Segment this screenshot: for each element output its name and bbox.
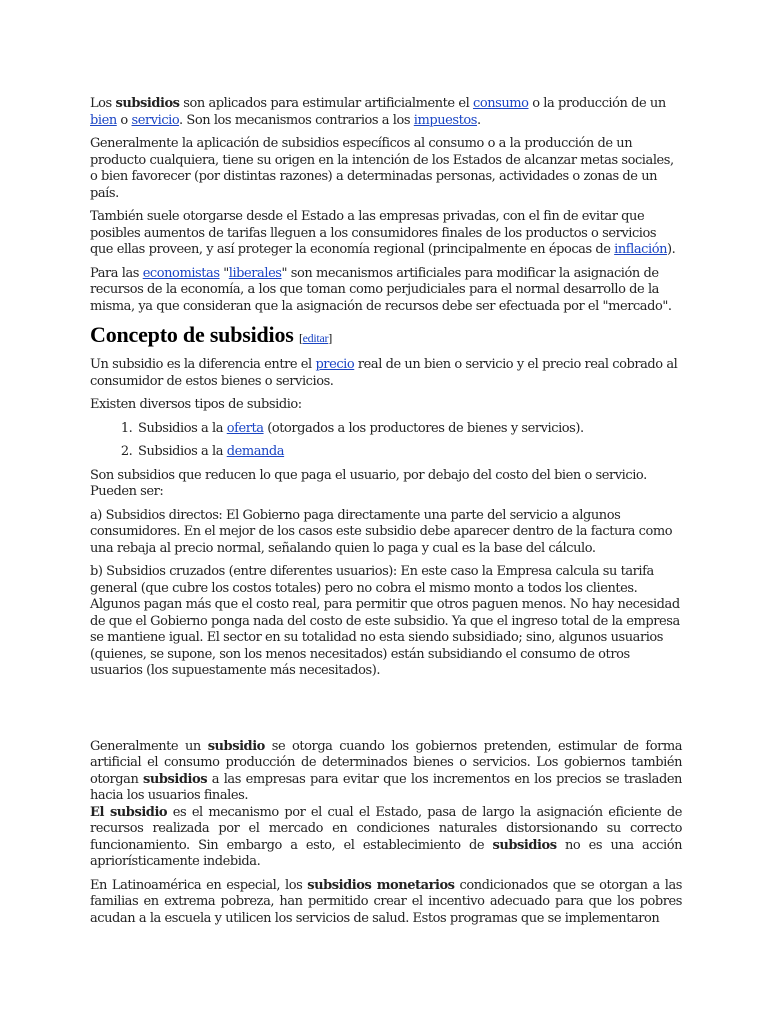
text-run: o la producción de un [528,96,666,111]
bracket-open: [ [298,331,303,345]
bold-term: subsidios [115,96,180,111]
intro-paragraph-3 [90,209,682,259]
text-run: no es una acción apriorísticamente indebida. [90,837,682,869]
list-item [136,421,682,438]
section-paragraph-2: Existen diversos tipos de subsidio: [90,397,302,412]
text-run: real de un bien o servicio y el precio real cobrado al consumidor de estos bienes o servicios. [90,357,678,389]
text-run: ). [667,242,676,257]
section-paragraph-5: b) Subsidios cruzados (entre diferentes usuarios): En este caso la Empresa calcula su tarifa general (que cubre los costos totales) pero no cobra el mismo monto a todos los clientes. Algunos pagan más que el costo real, para permitir que otros paguen menos. No hay necesidad de que el Gobierno ponga nada del costo de este subsidio. Ya que el ingreso total de la empresa se mantiene igual. El sector en su totalidad no esta siendo subsidiado; sino, algunos usuarios (quienes, se supone, son los menos necesitados) están subsidiando el consumo de otros usuarios (los supuestamente más necesitados). [90,564,680,678]
text-run: . [477,112,481,128]
link-impuestos[interactable]: impuestos [413,112,477,128]
spacer [90,687,682,739]
text-run: Subsidios a la [138,444,227,459]
bold-term: subsidios monetarios [307,877,455,893]
intro-paragraph-4 [90,266,682,316]
edit-section-link[interactable]: editar [302,331,329,345]
bold-term: subsidio [207,738,265,754]
text-run: se otorga cuando los gobiernos pretenden, estimular de forma artificial el consumo producción de determinados bienes o servicios. Los gobiernos también otorgan [90,738,683,787]
text-run: es el mecanismo por el cual el Estado, pasa de largo la asignación eficiente de recursos realizada por el mercado en condiciones naturales distorsionando su correcto funcionamiento. Sin embargo a esto, el establecimiento de [90,804,682,853]
section-heading [90,322,682,351]
text-run: Subsidios a la [138,420,227,436]
edit-section-bracket [299,331,332,345]
link-economistas[interactable]: economistas [142,265,220,281]
text-run: Generalmente un [90,738,208,754]
link-demanda[interactable]: demanda [226,444,285,459]
text-run: " [219,265,229,281]
list-item [136,444,682,461]
link-bien[interactable]: bien [90,112,117,128]
text-run: (otorgados a los productores de bienes y servicios). [263,420,584,436]
text-run: Un subsidio es la diferencia entre el [90,357,316,372]
text-run: . Son los mecanismos contrarios a los [179,112,414,128]
bold-term: subsidios [492,837,557,853]
link-liberales[interactable]: liberales [228,265,282,281]
extra-paragraph-1 [90,739,682,805]
text-run: También suele otorgarse desde el Estado a las empresas privadas, con el fin de evitar que posibles aumentos de tarifas lleguen a los consumidores finales de los productos o servicios que ellas proveen, y así proteger la economía regional (principalmente en épocas de [90,209,657,257]
extra-paragraph-2 [90,805,682,871]
text-run: Para las [90,265,143,281]
section-paragraph-1 [90,357,682,390]
link-inflacion[interactable]: inflación [614,242,667,257]
section-title: Concepto de subsidios [90,322,294,347]
intro-paragraph-2: Generalmente la aplicación de subsidios específicos al consumo o a la producción de un producto cualquiera, tiene su origen en la intención de los Estados de alcanzar metas sociales, o bien favorecer (por distintas razones) a determinadas personas, actividades o zonas de un país. [90,136,674,201]
bracket-close: ] [328,331,332,345]
bold-term: El subsidio [90,804,168,820]
extra-paragraph-3 [90,878,682,928]
bold-term: subsidios [143,771,208,787]
link-servicio[interactable]: servicio [131,112,180,128]
link-precio[interactable]: precio [315,357,355,372]
text-run: condicionados que se otorgan a las familias en extrema pobreza, han permitido crear el incentivo adecuado para que los pobres acudan a la escuela y utilicen los servicios de salud. Estos programas que se implementaron [90,877,682,926]
document-body [90,96,682,934]
link-oferta[interactable]: oferta [226,420,264,436]
text-run: a las empresas para evitar que los incrementos en los precios se trasladen hacia los usuarios finales. [90,771,682,803]
intro-paragraph-1 [90,96,682,129]
text-run: " son mecanismos artificiales para modificar la asignación de recursos de la economía, a los que toman como perjudiciales para el normal desarrollo de la misma, ya que consideran que la asignación de recursos debe ser efectuada por el "mercado". [90,265,672,314]
text-run: son aplicados para estimular artificialmente el [179,96,473,111]
subsidy-type-list [90,421,682,461]
text-run: En Latinoamérica en especial, los [90,877,308,893]
link-consumo[interactable]: consumo [472,96,529,111]
section-paragraph-3: Son subsidios que reducen lo que paga el usuario, por debajo del costo del bien o servicio. Pueden ser: [90,467,647,499]
section-paragraph-4: a) Subsidios directos: El Gobierno paga directamente una parte del servicio a algunos consumidores. En el mejor de los casos este subsidio debe aparecer dentro de la factura como una rebaja al precio normal, señalando quien lo paga y cual es la base del cálculo. [90,507,673,556]
text-run: Los [90,96,116,111]
text-run: o [116,112,132,128]
